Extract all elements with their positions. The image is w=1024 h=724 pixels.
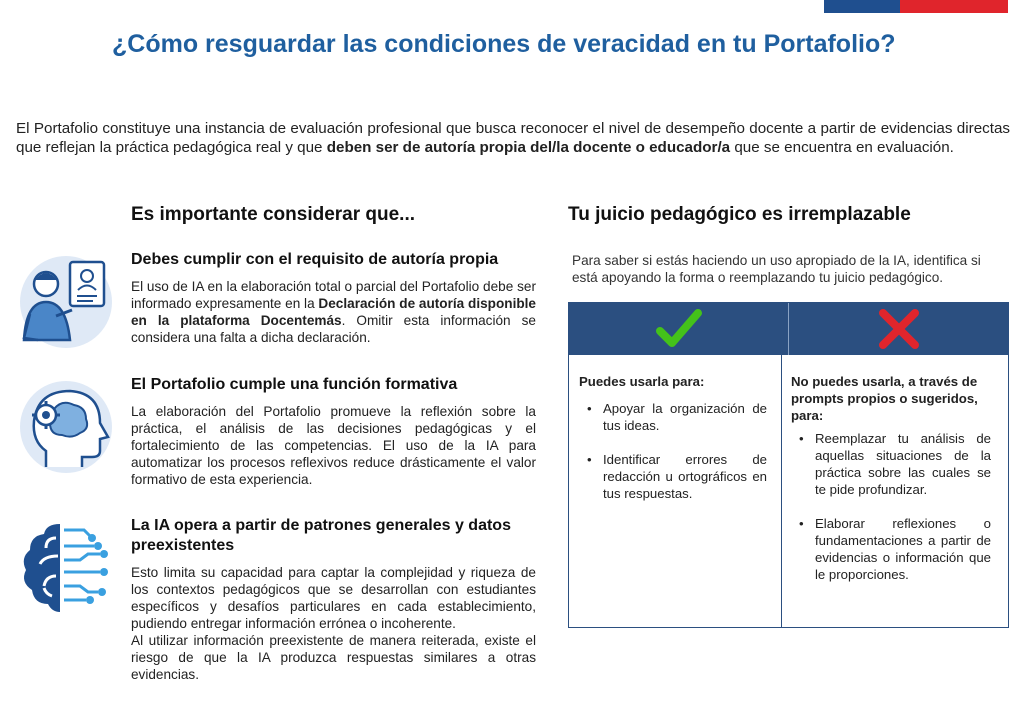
list-item: • Elaborar reflexiones o fundamentaciones a partir de evidencias o información que le proporciones. bbox=[791, 515, 991, 583]
allowed-list bbox=[579, 400, 767, 502]
intro-text-2: que se encuentra en evaluación. bbox=[730, 139, 954, 156]
flag-stripe bbox=[824, 0, 1008, 13]
teacher-id-icon bbox=[16, 250, 116, 350]
table-header-not-allowed bbox=[789, 303, 1008, 355]
allowed-heading: Puedes usarla para: bbox=[579, 374, 705, 389]
intro-paragraph bbox=[16, 119, 1010, 157]
item-body-text-1: El uso de IA en la elaboración total o parcial del Portafolio debe ser informado expresamente en la bbox=[131, 279, 536, 311]
item-heading: El Portafolio cumple una función formativa bbox=[131, 376, 458, 393]
item-body-bold: Declaración de autoría disponible en la plataforma Docentemás bbox=[131, 296, 536, 328]
item-heading: La IA opera a partir de patrones generales y datos preexistentes bbox=[131, 517, 511, 554]
list-item: • Apoyar la organización de tus ideas. bbox=[579, 400, 767, 434]
left-heading: Es importante considerar que... bbox=[131, 204, 416, 225]
list-item: • Identificar errores de redacción u ortográficos en tus respuestas. bbox=[579, 451, 767, 502]
flag-red bbox=[900, 0, 1008, 13]
item-body-extra: Al utilizar información preexistente de manera reiterada, existe el riesgo de que la IA produzca respuestas similares a otras evidencias. bbox=[131, 633, 536, 682]
not-allowed-heading: No puedes usarla, a través de prompts propios o sugeridos, para: bbox=[791, 374, 978, 423]
not-allowed-list bbox=[791, 430, 991, 583]
ai-brain-circuit-icon bbox=[16, 516, 116, 616]
table-divider bbox=[781, 355, 782, 627]
table-header-allowed bbox=[569, 303, 789, 355]
flag-blue bbox=[824, 0, 900, 13]
right-intro: Para saber si estás haciendo un uso apropiado de la IA, identifica si está apoyando la forma o reemplazando tu juicio pedagógico. bbox=[572, 253, 981, 285]
brain-gear-icon bbox=[16, 375, 116, 475]
not-allowed-column bbox=[791, 373, 991, 600]
list-item: • Reemplazar tu análisis de aquellas situaciones de la práctica sobre las cuales se te pide profundizar. bbox=[791, 430, 991, 498]
page-title: ¿Cómo resguardar las condiciones de veracidad en tu Portafolio? bbox=[112, 30, 896, 58]
table-header bbox=[569, 303, 1008, 355]
ai-use-table bbox=[568, 302, 1009, 628]
item-heading: Debes cumplir con el requisito de autoría propia bbox=[131, 251, 499, 268]
allowed-column bbox=[579, 373, 767, 519]
intro-text-1: El Portafolio constituye una instancia de evaluación profesional que busca reconocer el nivel de desempeño docente a partir de evidencias directas que reflejan la práctica pedagógica real y que bbox=[16, 120, 1010, 156]
item-body bbox=[131, 278, 536, 346]
item-body: La elaboración del Portafolio promueve la reflexión sobre la práctica, el análisis de las decisiones pedagógicas y el fortalecimiento de las competencias. El uso de la IA para automatizar los procesos reflexivos reduce drásticamente el valor formativo de esta experiencia. bbox=[131, 404, 536, 487]
right-heading: Tu juicio pedagógico es irremplazable bbox=[568, 204, 911, 225]
check-icon bbox=[656, 309, 702, 349]
cross-icon bbox=[877, 309, 921, 349]
intro-bold: deben ser de autoría propia del/la docente o educador/a bbox=[326, 139, 731, 156]
item-body bbox=[131, 564, 536, 683]
item-body-text-2: . Omitir esta información se considera una falta a dicha declaración. bbox=[131, 313, 536, 345]
item-body-text: Esto limita su capacidad para captar la complejidad y riqueza de los contextos pedagógicos que se desarrollan con estudiantes específicos y desafíos particulares en cada establecimiento, pudiendo entregar información errónea o incoherente. bbox=[131, 565, 536, 631]
